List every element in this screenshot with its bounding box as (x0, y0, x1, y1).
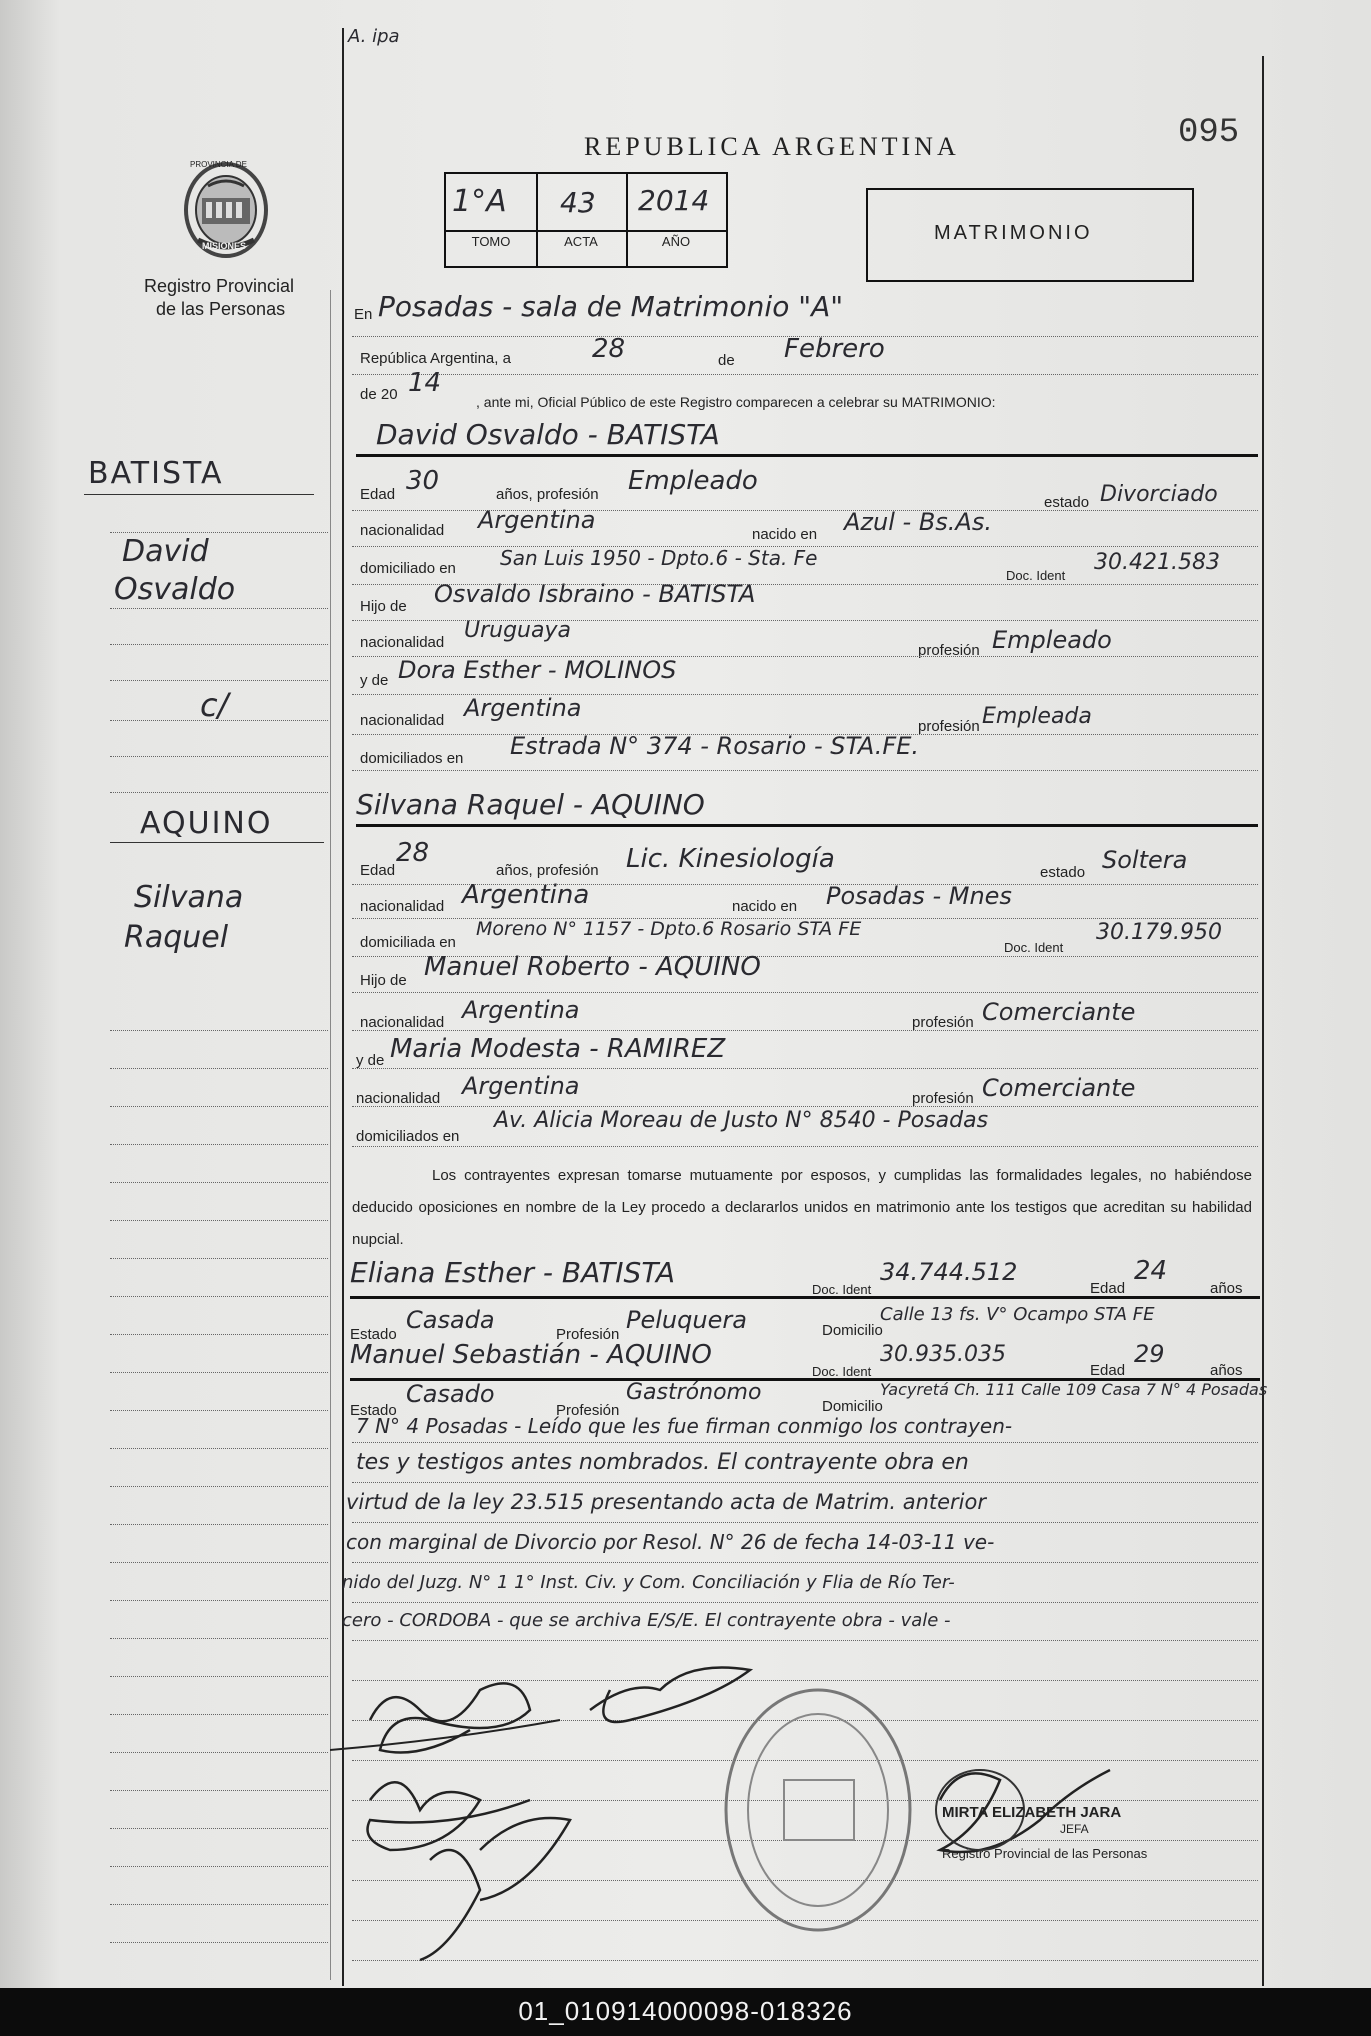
label-doc-w2: Doc. Ident (812, 1364, 872, 1379)
note-line-1: 7 N° 4 Posadas - Leído que les fue firman conmigo los contrayen- (356, 1414, 1013, 1438)
note-line-4: con marginal de Divorcio por Resol. N° 26 de fecha 14-03-11 ve- (346, 1530, 995, 1554)
label-domiciliada-bride: domiciliada en (360, 934, 456, 951)
margin-line (110, 1410, 328, 1411)
anio-value: 2014 (638, 184, 710, 217)
label-prof-groom-father: profesión (918, 642, 980, 659)
label-ante-mi: , ante mi, Oficial Público de este Registro comparecen a celebrar su MATRIMONIO: (476, 394, 996, 410)
official-name: MIRTA ELIZABETH JARA (942, 1804, 1122, 1821)
folio-number: 095 (1178, 114, 1240, 152)
label-doc-groom: Doc. Ident (1006, 568, 1066, 583)
label-edad-groom: Edad (360, 486, 396, 503)
label-edad-w1: Edad (1090, 1280, 1126, 1297)
margin-line (110, 1448, 328, 1449)
bride-father-nationality: Argentina (462, 996, 580, 1024)
margin-line (110, 1714, 328, 1715)
bride-doc: 30.179.950 (1096, 920, 1222, 945)
margin-underline-1 (84, 494, 314, 495)
field-line (352, 770, 1258, 771)
witness2-age: 29 (1134, 1340, 1165, 1368)
groom-parents-address: Estrada N° 374 - Rosario - STA.FE. (510, 732, 920, 760)
label-en: En (354, 306, 373, 323)
label-estado-w1: Estado (350, 1326, 397, 1343)
groom-age: 30 (406, 466, 440, 496)
bride-name: Silvana Raquel - AQUINO (356, 788, 705, 821)
margin-given-bride-1: Silvana (134, 880, 244, 915)
note-line-2: tes y testigos antes nombrados. El contrayente obra en (356, 1450, 969, 1475)
acta-label: ACTA (564, 234, 598, 249)
groom-address: San Luis 1950 - Dpto.6 - Sta. Fe (500, 546, 818, 570)
registry-line1: Registro Provincial (144, 276, 295, 296)
witness1-age: 24 (1134, 1256, 1168, 1286)
field-line (352, 1106, 1258, 1107)
margin-line (110, 1866, 328, 1867)
margin-line (110, 1828, 328, 1829)
bride-father-profession: Comerciante (982, 998, 1136, 1026)
label-nacionalidad-bride: nacionalidad (360, 898, 445, 915)
margin-line (110, 1524, 328, 1525)
groom-mother: Dora Esther - MOLINOS (398, 656, 677, 684)
label-nac-groom-mother: nacionalidad (360, 712, 445, 729)
label-yde-groom: y de (360, 672, 389, 689)
intro-month: Febrero (784, 334, 885, 364)
margin-given-bride-2: Raquel (124, 920, 229, 955)
label-domiciliado-groom: domiciliado en (360, 560, 456, 577)
bride-nationality: Argentina (462, 880, 590, 910)
field-line (352, 1030, 1258, 1031)
label-domicilio-w1: Domicilio (822, 1322, 883, 1339)
bride-address: Moreno N° 1157 - Dpto.6 Rosario STA FE (476, 918, 862, 940)
margin-line (110, 644, 328, 645)
witness2-status: Casado (406, 1380, 495, 1408)
section-rule (350, 1296, 1260, 1299)
margin-line (110, 1600, 328, 1601)
margin-line (110, 756, 328, 757)
label-domicilio-w2: Domicilio (822, 1398, 883, 1415)
tomo-label: TOMO (471, 234, 511, 249)
margin-line (110, 1334, 328, 1335)
anio-label: AÑO (661, 234, 691, 249)
margin-line (110, 792, 328, 793)
margin-line (110, 1144, 328, 1145)
footer-code: 01_010914000098-018326 (518, 1996, 853, 2026)
note-line-3: virtud de la ley 23.515 presentando acta de Matrim. anterior (346, 1490, 986, 1514)
witness2-profession: Gastrónomo (626, 1380, 762, 1405)
label-de20: de 20 (360, 386, 398, 403)
margin-surname-groom: BATISTA (88, 456, 224, 491)
country-title: REPUBLICA ARGENTINA (584, 132, 960, 161)
margin-line (110, 1220, 328, 1221)
label-hijo-bride: Hijo de (360, 972, 407, 989)
margin-line (110, 1068, 328, 1069)
witness1-name: Eliana Esther - BATISTA (350, 1256, 676, 1289)
witness2-address: Yacyretá Ch. 111 Calle 109 Casa 7 N° 4 Posadas (880, 1380, 1268, 1399)
margin-line (110, 720, 328, 721)
bride-born: Posadas - Mnes (826, 882, 1012, 910)
intro-day: 28 (592, 334, 626, 364)
bride-mother: Maria Modesta - RAMIREZ (390, 1034, 726, 1064)
record-box-divider (446, 230, 726, 232)
field-line (352, 1482, 1258, 1483)
groom-father-nationality: Uruguaya (464, 618, 571, 643)
bride-father: Manuel Roberto - AQUINO (424, 952, 761, 982)
witness2-doc: 30.935.035 (880, 1342, 1006, 1367)
margin-line (110, 1258, 328, 1259)
official-stamp-icon (718, 1680, 918, 1940)
note-line-5: nido del Juzg. N° 1 1° Inst. Civ. y Com. Conciliación y Flia de Río Ter- (342, 1572, 955, 1593)
field-line (352, 992, 1258, 993)
margin-given-groom-1: David (122, 534, 209, 569)
witness1-status: Casada (406, 1306, 495, 1334)
bride-mother-profession: Comerciante (982, 1074, 1136, 1102)
margin-underline-2 (110, 842, 324, 843)
bride-parents-address: Av. Alicia Moreau de Justo N° 8540 - Posadas (494, 1108, 989, 1133)
margin-line (110, 1296, 328, 1297)
groom-nationality: Argentina (478, 506, 596, 534)
page-mark: A. ipa (348, 26, 400, 47)
label-prof-w2: Profesión (556, 1402, 620, 1419)
margin-connector: c/ (200, 686, 229, 724)
label-anos-w1: años (1210, 1280, 1243, 1297)
groom-mother-nationality: Argentina (464, 694, 582, 722)
witness2-name: Manuel Sebastián - AQUINO (350, 1340, 712, 1370)
record-number-box (444, 172, 728, 268)
margin-line (110, 1790, 328, 1791)
official-role: JEFA (1060, 1822, 1089, 1836)
label-nacido-bride: nacido en (732, 898, 798, 915)
groom-mother-profession: Empleada (982, 704, 1092, 729)
label-hijo-groom: Hijo de (360, 598, 407, 615)
groom-doc: 30.421.583 (1094, 550, 1220, 575)
seal-top-text: PROVINCIA DE (190, 160, 247, 169)
groom-profession: Empleado (628, 466, 758, 496)
intro-year: 14 (408, 368, 442, 398)
act-type-label: MATRIMONIO (934, 222, 1093, 244)
margin-line (110, 1638, 328, 1639)
field-line (352, 1442, 1258, 1443)
acta-value: 43 (560, 186, 596, 219)
witness1-address: Calle 13 fs. V° Ocampo STA FE (880, 1304, 1155, 1325)
tomo-value: 1°A (452, 184, 507, 219)
field-line (352, 1562, 1258, 1563)
label-doc-w1: Doc. Ident (812, 1282, 872, 1297)
intro-place: Posadas - sala de Matrimonio "A" (378, 290, 844, 323)
registry-line2: de las Personas (156, 299, 286, 319)
margin-line (110, 1030, 328, 1031)
seal-bottom-text: MISIONES (202, 241, 247, 251)
margin-line (110, 1182, 328, 1183)
declaration-text: Los contrayentes expresan tomarse mutuamente por esposos, y cumplidas las formalidades legales, no habiéndose deducido oposiciones en nombre de la Ley procedo a declararlos unidos en matrimonio ante los testigos que acreditan su habilidad nupcial. (352, 1167, 1252, 1248)
groom-status: Divorciado (1100, 482, 1218, 507)
field-line (352, 1068, 1258, 1069)
field-line (352, 1146, 1258, 1147)
label-domiciliados-bride: domiciliados en (356, 1128, 460, 1145)
label-prof-bride-mother: profesión (912, 1090, 974, 1107)
label-estado-groom: estado (1044, 494, 1090, 511)
field-line (352, 1522, 1258, 1523)
official-office: Registro Provincial de las Personas (942, 1846, 1148, 1861)
act-type-box (866, 188, 1194, 282)
label-de-month: de (718, 352, 735, 369)
margin-line (110, 1372, 328, 1373)
label-edad-w2: Edad (1090, 1362, 1126, 1379)
margin-line (110, 1942, 328, 1943)
section-rule (356, 824, 1258, 827)
label-domiciliados-groom: domiciliados en (360, 750, 464, 767)
bride-status: Soltera (1102, 846, 1188, 874)
margin-line (110, 1486, 328, 1487)
field-line (352, 1602, 1258, 1603)
margin-line (110, 680, 328, 681)
label-nacido-groom: nacido en (752, 526, 818, 543)
witness1-profession: Peluquera (626, 1306, 747, 1334)
groom-father: Osvaldo Isbraino - BATISTA (434, 580, 756, 608)
margin-line (110, 608, 328, 609)
label-prof-bride-father: profesión (912, 1014, 974, 1031)
margin-line (110, 1106, 328, 1107)
groom-name: David Osvaldo - BATISTA (376, 418, 720, 451)
label-republica: República Argentina, a (360, 350, 511, 367)
field-line (352, 1640, 1258, 1641)
note-line-6: cero - CORDOBA - que se archiva E/S/E. El contrayente obra - vale - (342, 1610, 951, 1631)
label-anos-prof-groom: años, profesión (496, 486, 599, 503)
frame-right-line (1262, 56, 1264, 1986)
label-nac-groom-father: nacionalidad (360, 634, 445, 651)
margin-surname-bride: AQUINO (140, 806, 273, 841)
label-prof-w1: Profesión (556, 1326, 620, 1343)
bride-age: 28 (396, 838, 430, 868)
bride-profession: Lic. Kinesiología (626, 844, 835, 874)
label-anos-w2: años (1210, 1362, 1243, 1379)
groom-born: Azul - Bs.As. (844, 508, 992, 536)
margin-line (110, 1676, 328, 1677)
groom-father-profession: Empleado (992, 626, 1112, 654)
label-nacionalidad-groom: nacionalidad (360, 522, 445, 539)
margin-given-groom-2: Osvaldo (114, 572, 236, 607)
label-yde-bride: y de (356, 1052, 385, 1069)
label-anos-prof-bride: años, profesión (496, 862, 599, 879)
margin-line (110, 1562, 328, 1563)
label-prof-groom-mother: profesión (918, 718, 980, 735)
label-nac-bride-mother: nacionalidad (356, 1090, 441, 1107)
margin-line (110, 1752, 328, 1753)
label-nac-bride-father: nacionalidad (360, 1014, 445, 1031)
margin-line (110, 1904, 328, 1905)
label-estado-w2: Estado (350, 1402, 397, 1419)
witness1-doc: 34.744.512 (880, 1258, 1018, 1286)
bride-mother-nationality: Argentina (462, 1072, 580, 1100)
section-rule (356, 454, 1258, 457)
label-edad-bride: Edad (360, 862, 396, 879)
margin-line (110, 532, 328, 533)
field-line (352, 374, 1258, 375)
label-doc-bride: Doc. Ident (1004, 940, 1064, 955)
label-estado-bride: estado (1040, 864, 1086, 881)
